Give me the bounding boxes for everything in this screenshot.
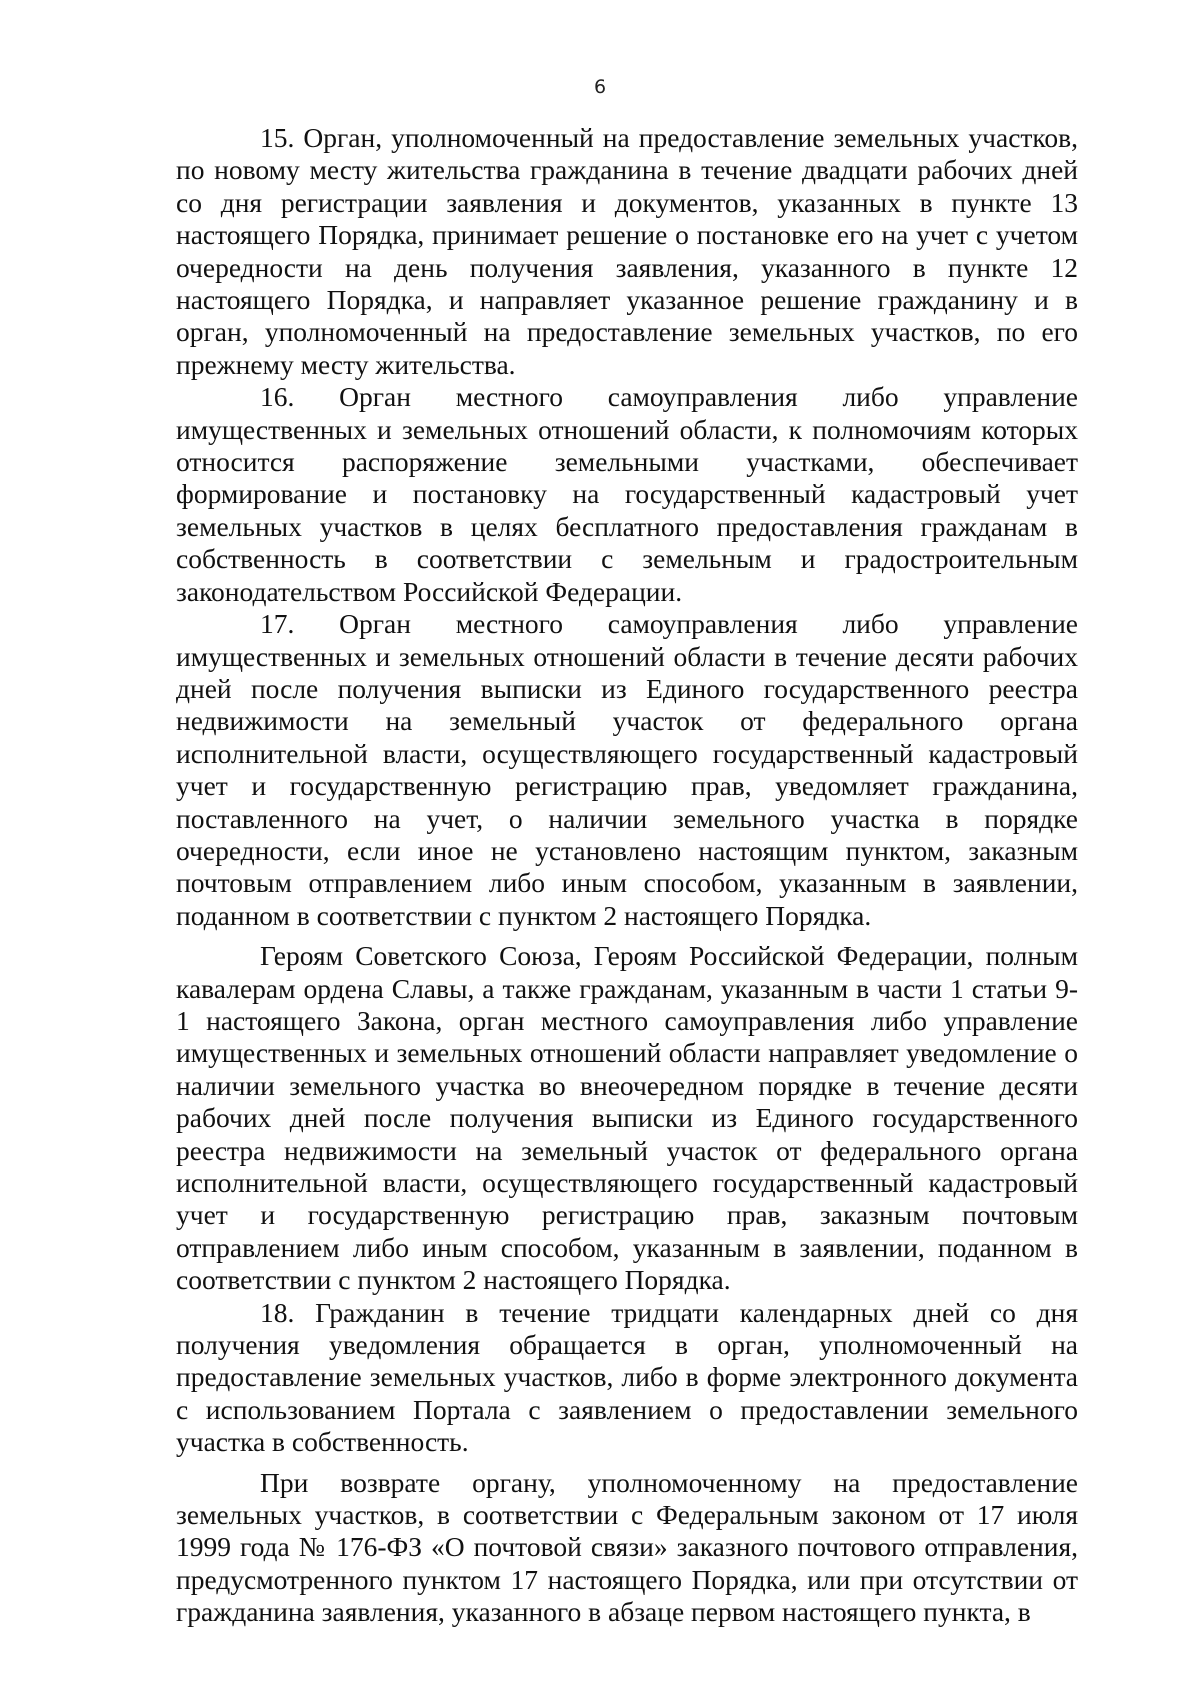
document-body bbox=[176, 122, 1078, 1629]
paragraph-17: 17. Орган местного самоуправления либо управление имущественных и земельных отношений области в течение десяти рабочих дней после получения выписки из Единого государственного реестра недвижимости на земельный участок от федерального органа исполнительной власти, осуществляющего государственный кадастровый учет и государственную регистрацию прав, уведомляет гражданина, поставленного на учет, о наличии земельного участка в порядке очередности, если иное не установлено настоящим пунктом, заказным почтовым отправлением либо иным способом, указанным в заявлении, поданном в соответствии с пунктом 2 настоящего Порядка. bbox=[176, 608, 1078, 931]
paragraph-15: 15. Орган, уполномоченный на предоставление земельных участков, по новому месту жительства гражданина в течение двадцати рабочих дней со дня регистрации заявления и документов, указанных в пункте 13 настоящего Порядка, принимает решение о постановке его на учет с учетом очередности на день получения заявления, указанного в пункте 12 настоящего Порядка, и направляет указанное решение гражданину и в орган, уполномоченный на предоставление земельных участков, по его прежнему месту жительства. bbox=[176, 122, 1078, 380]
page-number: 6 bbox=[593, 76, 607, 98]
paragraph-18: 18. Гражданин в течение тридцати календарных дней со дня получения уведомления обращается в орган, уполномоченный на предоставление земельных участков, либо в форме электронного документа с использованием Портала с заявлением о предоставлении земельного участка в собственность. bbox=[176, 1296, 1078, 1458]
paragraph-17-heroes: Героям Советского Союза, Героям Российской Федерации, полным кавалерам ордена Славы, а также гражданам, указанным в части 1 статьи 9-1 настоящего Закона, орган местного самоуправления либо управление имущественных и земельных отношений области направляет уведомление о наличии земельного участка во внеочередном порядке в течение десяти рабочих дней после получения выписки из Единого государственного реестра недвижимости на земельный участок от федерального органа исполнительной власти, осуществляющего государственный кадастровый учет и государственную регистрацию прав, заказным почтовым отправлением либо иным способом, указанным в заявлении, поданном в соответствии с пунктом 2 настоящего Порядка. bbox=[176, 940, 1078, 1296]
paragraph-18-return: При возврате органу, уполномоченному на предоставление земельных участков, в соответствии с Федеральным законом от 17 июля 1999 года № 176-ФЗ «О почтовой связи» заказного почтового отправления, предусмотренного пунктом 17 настоящего Порядка, или при отсутствии от гражданина заявления, указанного в абзаце первом настоящего пункта, в bbox=[176, 1466, 1078, 1628]
paragraph-16: 16. Орган местного самоуправления либо управление имущественных и земельных отношений области, к полномочиям которых относится распоряжение земельными участками, обеспечивает формирование и постановку на государственный кадастровый учет земельных участков в целях бесплатного предоставления гражданам в собственность в соответствии с земельным и градостроительным законодательством Российской Федерации. bbox=[176, 381, 1078, 607]
